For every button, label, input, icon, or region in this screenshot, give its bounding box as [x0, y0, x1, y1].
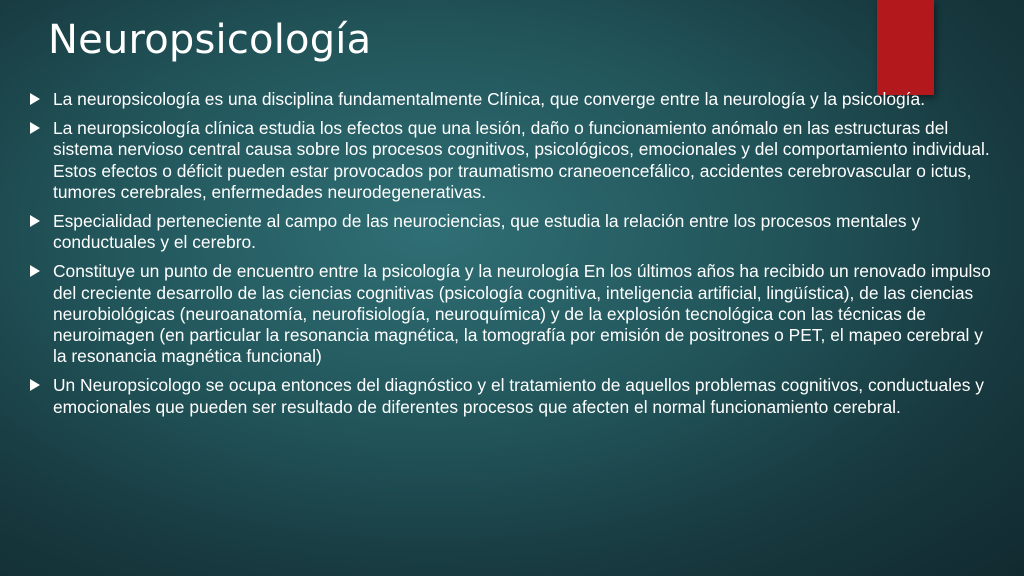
- bullet-item: [26, 89, 996, 110]
- bullet-triangle-icon: [30, 379, 40, 391]
- bullet-triangle-icon: [30, 265, 40, 277]
- bullet-text: La neuropsicología clínica estudia los efectos que una lesión, daño o funcionamiento anómalo en las estructuras del sistema nervioso central causa sobre los procesos cognitivos, psicológicos, emocionales y del comportamiento individual. Estos efectos o déficit pueden estar provocados por traumatismo craneoencefálico, accidentes cerebrovascular o ictus, tumores cerebrales, enfermedades neurodegenerativas.: [53, 118, 990, 202]
- bullet-triangle-icon: [30, 122, 40, 134]
- bullet-text: Un Neuropsicologo se ocupa entonces del diagnóstico y el tratamiento de aquellos problemas cognitivos, conductuales y emocionales que pueden ser resultado de diferentes procesos que afecten el normal funcionamiento cerebral.: [53, 375, 984, 417]
- bullet-item: [26, 211, 996, 253]
- bullet-triangle-icon: [30, 93, 40, 105]
- bullet-text: La neuropsicología es una disciplina fundamentalmente Clínica, que converge entre la neurología y la psicología.: [53, 89, 926, 109]
- bullet-item: [26, 118, 996, 203]
- bullet-triangle-icon: [30, 215, 40, 227]
- bullet-text: Constituye un punto de encuentro entre la psicología y la neurología En los últimos años ha recibido un renovado impulso del creciente desarrollo de las ciencias cognitivas (psicología cognitiva, inteligencia artificial, lingüística), de las ciencias neurobiológicas (neuroanatomía, neurofisiología, neuroquímica) y de la explosión tecnológica con las técnicas de neuroimagen (en particular la resonancia magnética, la tomografía por emisión de positrones o PET, el mapeo cerebral y la resonancia magnética funcional): [53, 261, 991, 367]
- red-accent-bar: [877, 0, 934, 95]
- bullet-item: [26, 261, 996, 367]
- slide-title: Neuropsicología: [48, 17, 372, 63]
- bullet-item: [26, 375, 996, 417]
- bullet-list: [26, 89, 996, 426]
- bullet-text: Especialidad perteneciente al campo de las neurociencias, que estudia la relación entre los procesos mentales y conductuales y el cerebro.: [53, 211, 921, 253]
